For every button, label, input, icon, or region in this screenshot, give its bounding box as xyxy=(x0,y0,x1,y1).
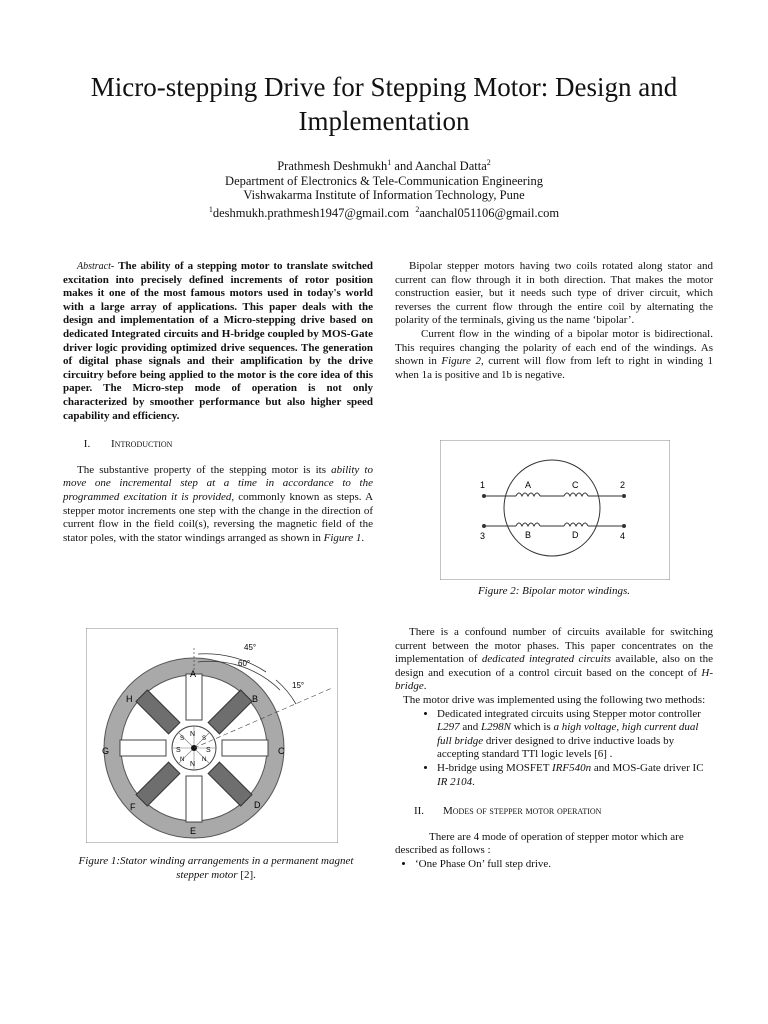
figure-2-frame xyxy=(440,440,670,580)
terminal-4 xyxy=(622,524,626,528)
current-flow-text-1: Current flow in the winding of a bipolar motor is bidirectional. This requires changing the polarity of each end of the windings. As shown in xyxy=(395,327,713,368)
intro-figref: Figure 1 xyxy=(323,531,362,544)
terminal-label-1: 1 xyxy=(480,480,486,490)
methods-list-item-1 xyxy=(437,708,713,762)
pole-label-e: E xyxy=(190,826,197,836)
rotor-label-s1: S xyxy=(206,747,211,754)
bullet1-italic-2: L298N xyxy=(481,721,511,734)
angle-15-label: 15° xyxy=(292,681,305,690)
pole-c xyxy=(222,740,268,756)
circuits-text-2: available, also on the design and execution of a control circuit based on the concept of xyxy=(395,653,713,679)
angle-45-label: 45° xyxy=(244,643,257,652)
figure-1-caption-ref: [2]. xyxy=(237,868,256,881)
section-1-heading xyxy=(63,438,373,452)
paper-title: Micro-stepping Drive for Stepping Motor: Design and Implementation xyxy=(90,72,678,136)
bullet2-italic-1: IRF540n xyxy=(552,761,592,774)
intro-paragraph xyxy=(63,464,373,546)
circuits-italic-1: dedicated integrated circuits xyxy=(481,653,612,666)
methods-list-item-2 xyxy=(437,762,713,789)
email-2: aanchal051106@gmail.com xyxy=(419,206,560,221)
intro-text-1: The substantive property of the stepping motor is its xyxy=(77,463,332,476)
rotor-label-s3: S xyxy=(202,736,207,742)
rotor-label-n1: N xyxy=(190,731,196,738)
bullet1-italic-3: a high voltage, high current dual full bridge xyxy=(437,721,699,747)
rotor-label-s4: S xyxy=(180,736,185,742)
pole-label-f: F xyxy=(130,802,136,812)
pole-label-b: B xyxy=(252,694,259,704)
coil-label-d: D xyxy=(572,530,579,540)
section-1-number: I. xyxy=(83,438,91,451)
coil-label-c: C xyxy=(572,480,579,490)
coil-label-b: B xyxy=(525,530,532,540)
abstract xyxy=(63,260,373,423)
terminal-label-3: 3 xyxy=(480,531,486,541)
bullet2-text-3: . xyxy=(472,775,475,788)
right-column-bottom xyxy=(395,626,713,872)
pole-label-h: H xyxy=(126,694,133,704)
pole-a xyxy=(186,674,202,720)
circuits-italic-2: H-bridge xyxy=(395,666,713,693)
bullet1-text-3: which is xyxy=(510,721,554,734)
bullet2-text-2: and MOS-Gate driver IC xyxy=(591,761,704,774)
author-and: and xyxy=(391,159,415,174)
pole-e xyxy=(186,776,202,822)
pole-label-a: A xyxy=(190,669,197,679)
modes-list xyxy=(395,858,713,872)
right-column-top xyxy=(395,260,713,382)
figure-1-stator-diagram xyxy=(86,628,338,843)
circuits-text-3: . xyxy=(423,680,427,693)
circuits-text-1: There is a confound number of circuits available for switching current between the motor phases. This paper concentrates on the implementation of xyxy=(395,626,713,666)
department: Department of Electronics & Tele-Communication Engineering xyxy=(225,173,543,188)
modes-list-item-1: • ‘One Phase On’ full step drive. xyxy=(415,858,713,872)
author-1: Prathmesh Deshmukh xyxy=(277,159,388,174)
circuits-paragraph xyxy=(395,626,713,694)
abstract-label: Abstract- xyxy=(77,261,115,272)
bullet1-text-2: and xyxy=(459,721,482,734)
left-column xyxy=(63,260,373,545)
figure-2-caption: Figure 2: Bipolar motor windings. xyxy=(477,585,631,597)
intro-end: . xyxy=(361,531,365,544)
terminal-2 xyxy=(622,494,626,498)
current-flow-figref: Figure 2 xyxy=(441,355,481,368)
bipolar-paragraph: Bipolar stepper motors having two coils rotated along stator and current can flow through it in both direction. That makes the motor construction easier, but it needs such type of driver circuit, which reverses the current flow through the entire coil by alternating the polarity of the terminals, giving us the name ‘bipolar’. xyxy=(395,260,713,327)
author-names xyxy=(40,156,728,174)
figure-2-bipolar-windings xyxy=(440,440,670,580)
methods-paragraph: The motor drive was implemented using the following two methods: xyxy=(403,693,706,706)
pole-label-c: C xyxy=(278,746,285,756)
author-2: Aanchal Datta xyxy=(414,159,487,174)
terminal-label-4: 4 xyxy=(620,531,626,541)
terminal-3 xyxy=(482,524,486,528)
abstract-text: The ability of a stepping motor to translate switched excitation into precisely defined increments of rotor position makes it one of the most famous motors used in today's world with a large array of applications. This paper deals with the design and implementation of a Micro-stepping drive based on dedicated Integrated circuits and H-bridge coupled by MOS-Gate driver logic providing optimized drive sequences. The generation of digital phase signals and their amplification by the drive circuitry before being applied to the motor is the core idea of this paper. The Micro-step mode of operation is not only characterized by smoother performance but also higher speed capability and efficiency. xyxy=(63,260,373,422)
current-flow-text-2: , current will flow from left to right in winding 1 when 1a is positive and 1b is negative. xyxy=(395,355,714,381)
intro-italic: ability to move one incremental step at a time in accordance to the programmed excitation it is provided, xyxy=(63,463,373,503)
section-2-heading xyxy=(395,805,713,819)
email-2-sup: 2 xyxy=(415,204,420,214)
author-1-sup: 1 xyxy=(387,158,392,167)
institute: Vishwakarma Institute of Information Technology, Pune xyxy=(243,188,525,203)
bullet1-italic-1: L297 xyxy=(437,721,460,734)
pole-label-g: G xyxy=(102,746,110,756)
emails xyxy=(40,203,728,221)
section-2-title: Modes of stepper motor operation xyxy=(443,805,602,818)
email-1: deshmukh.prathmesh1947@gmail.com xyxy=(212,206,410,221)
bullet1-text-4: driver designed to drive inductive loads by accepting standard TTl logic levels [6] . xyxy=(437,734,675,761)
coil-label-a: A xyxy=(525,480,532,490)
current-flow-paragraph xyxy=(395,328,713,382)
rotor-label-n4: N xyxy=(180,757,185,763)
email-1-sup: 1 xyxy=(208,204,213,214)
angle-60-label: 60° xyxy=(238,659,251,668)
author-2-sup: 2 xyxy=(486,158,491,167)
terminal-1 xyxy=(482,494,486,498)
intro-text-2: commonly known as steps. A stepper motor increments one step with the change in the direction of current flow in the field coil(s), reversing the magnetic field of the stator poles, with the stator windings arranged as shown in xyxy=(63,490,374,544)
author-block xyxy=(40,156,728,221)
section-2-number: II. xyxy=(413,805,425,818)
pole-g xyxy=(120,740,166,756)
section-1-title: Introduction xyxy=(111,438,173,451)
figure-1-caption xyxy=(70,855,362,882)
modes-paragraph: There are 4 mode of operation of stepper motor which are described as follows : xyxy=(395,830,684,857)
bullet2-text-1: H-bridge using MOSFET xyxy=(437,761,552,774)
figure-1-caption-text: Figure 1:Stator winding arrangements in a permanent magnet stepper motor xyxy=(78,855,354,881)
terminal-label-2: 2 xyxy=(620,480,626,490)
rotor-label-n2: N xyxy=(190,761,196,768)
rotor-label-s2: S xyxy=(176,747,181,754)
bullet2-italic-2: IR 2104 xyxy=(437,775,473,788)
methods-list xyxy=(395,708,713,790)
rotor-label-n3: N xyxy=(202,757,207,763)
pole-label-d: D xyxy=(254,800,261,810)
bullet1-text-1: Dedicated integrated circuits using Stepper motor controller xyxy=(437,707,701,720)
